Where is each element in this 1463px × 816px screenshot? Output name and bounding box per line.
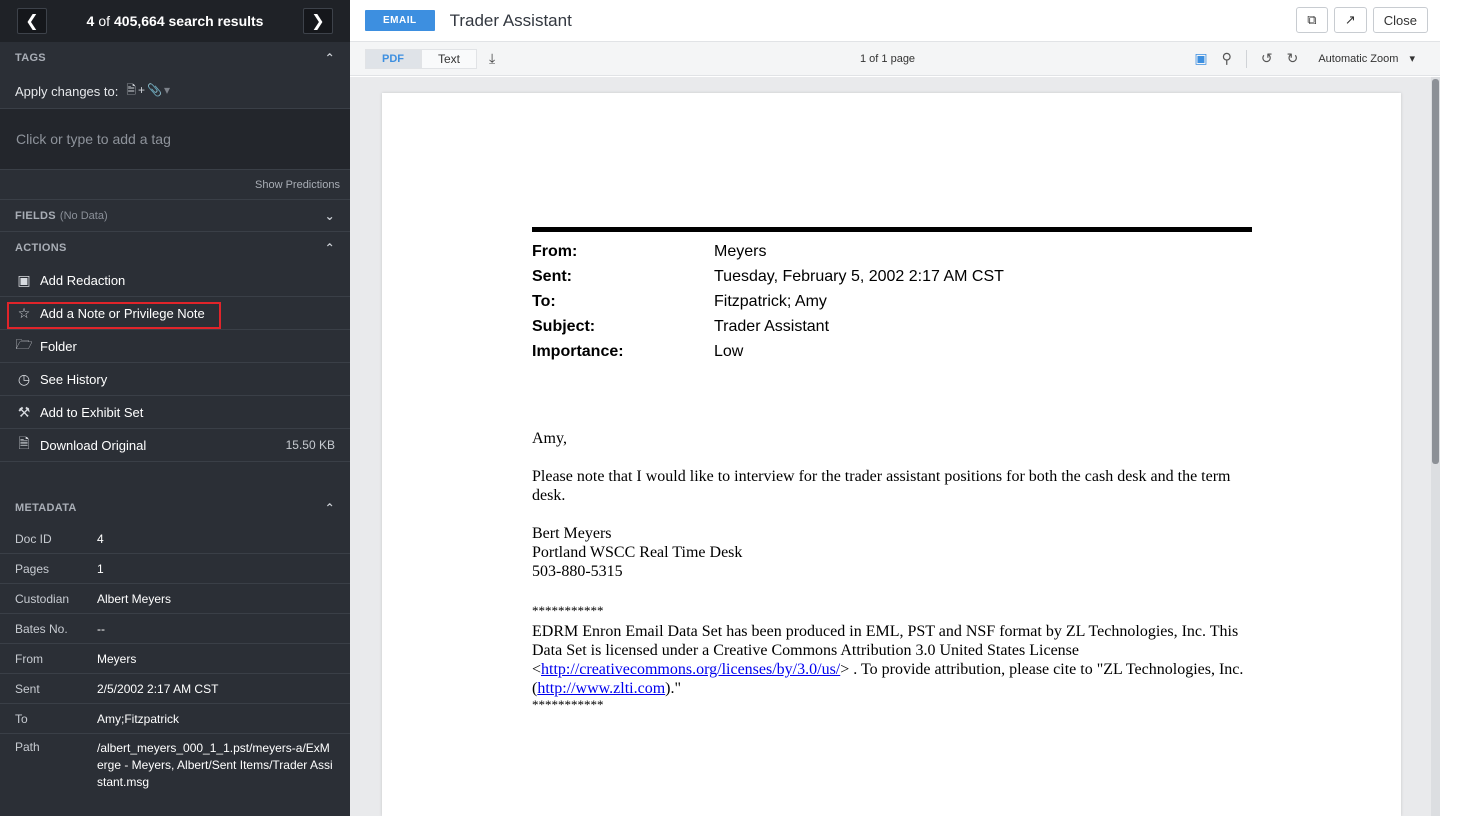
metadata-value: Meyers	[97, 651, 137, 666]
note-icon: ☆	[17, 304, 31, 321]
close-label: Close	[1383, 12, 1417, 28]
result-of-label: of	[98, 13, 111, 29]
add-redaction-action[interactable]	[0, 264, 350, 297]
action-label: See History	[40, 371, 108, 387]
scrollbar-thumb[interactable]	[1432, 79, 1439, 464]
chevron-right-icon: ❯	[311, 13, 325, 30]
viewer-toolbar	[350, 42, 1440, 76]
metadata-path-value: /albert_meyers_000_1_1.pst/meyers-a/ExMerge - Meyers, Albert/Sent Items/Trader Assistant.msg	[97, 741, 333, 789]
header-key: Sent:	[532, 267, 572, 285]
metadata-value: 1	[97, 561, 104, 576]
search-icon[interactable]: ⚲	[1221, 50, 1232, 66]
signature-name: Bert Meyers	[532, 525, 612, 542]
chevron-up-icon[interactable]: ⌃	[324, 51, 335, 65]
document-title-bar	[350, 0, 1440, 42]
rotate-left-icon[interactable]: ↺	[1260, 50, 1273, 66]
email-header-row	[532, 339, 1004, 364]
apply-target-dropdown[interactable]	[126, 81, 172, 102]
apply-changes-label: Apply changes to:	[15, 83, 119, 99]
result-navigator	[0, 0, 350, 42]
add-to-exhibit-set-action[interactable]	[0, 396, 350, 429]
tab-text-label: Text	[438, 51, 461, 66]
result-count	[87, 13, 264, 29]
separator-stars: ***********	[532, 603, 604, 618]
metadata-value: 4	[97, 531, 104, 546]
creative-commons-link[interactable]: http://creativecommons.org/licenses/by/3.0/us/	[541, 661, 841, 678]
close-button[interactable]	[1373, 7, 1428, 33]
chevron-up-icon[interactable]: ⌃	[324, 501, 335, 515]
results-suffix: search results	[168, 13, 264, 29]
metadata-key: Custodian	[15, 591, 70, 606]
download-original-action[interactable]	[0, 429, 350, 462]
metadata-row	[0, 644, 350, 674]
folder-icon: 🗁	[15, 336, 33, 352]
document-viewer	[350, 0, 1440, 816]
header-key: To:	[532, 292, 556, 310]
metadata-value: --	[97, 621, 105, 636]
email-greeting: Amy,	[532, 430, 567, 447]
metadata-row	[0, 704, 350, 734]
redaction-icon: ▣	[17, 271, 31, 288]
next-result-button[interactable]	[303, 8, 333, 34]
gavel-icon: ⚒	[17, 403, 31, 420]
metadata-row	[0, 584, 350, 614]
metadata-row	[0, 524, 350, 554]
metadata-key: To	[15, 711, 28, 726]
apply-changes-row	[0, 74, 350, 108]
email-header-row	[532, 314, 1004, 339]
document-title: Trader Assistant	[449, 10, 572, 30]
separator-stars: ***********	[532, 697, 604, 712]
pdf-page	[382, 93, 1401, 816]
viewer-tools	[1194, 50, 1415, 68]
tab-pdf[interactable]	[365, 49, 421, 69]
show-predictions-link[interactable]	[0, 170, 350, 200]
metadata-value: Amy;Fitzpatrick	[97, 711, 180, 726]
document-type-badge: EMAIL	[365, 10, 435, 31]
highlight-annotation	[7, 302, 221, 329]
select-area-icon[interactable]: ▣	[1194, 50, 1208, 66]
header-value: Trader Assistant	[714, 317, 830, 335]
sidebar	[0, 0, 350, 816]
current-result: 4	[86, 13, 95, 29]
metadata-section-header[interactable]	[0, 492, 350, 524]
paperclip-icon: 📎	[147, 82, 164, 97]
caret-down-icon: ▾	[163, 82, 173, 97]
tag-input-placeholder: Click or type to add a tag	[16, 131, 171, 147]
metadata-key: Bates No.	[15, 621, 68, 636]
document-icon: 🗎	[126, 82, 139, 97]
action-label: Download Original	[40, 437, 147, 453]
metadata-row	[0, 614, 350, 644]
page-info: 1 of 1 page	[860, 52, 916, 65]
chevron-down-icon[interactable]: ⌄	[324, 208, 335, 223]
actions-section-header[interactable]	[0, 232, 350, 264]
metadata-key: Doc ID	[15, 531, 52, 546]
metadata-value: 2/5/2002 2:17 AM CST	[97, 681, 219, 696]
file-size: 15.50 KB	[285, 438, 335, 452]
email-header-row	[532, 289, 1004, 314]
share-button[interactable]	[1296, 7, 1328, 33]
header-key: Importance:	[532, 342, 624, 360]
tab-pdf-label: PDF	[382, 52, 404, 65]
footer-text: > . To provide attribution, please cite to "ZL Technologies, Inc. (	[532, 661, 1244, 697]
open-external-button[interactable]	[1334, 7, 1367, 33]
email-headers	[532, 239, 1004, 364]
action-label: Folder	[40, 338, 77, 354]
email-message: Please note that I would like to interview for the trader assistant positions for both the cash desk and the term desk.	[532, 468, 1231, 504]
tags-heading: TAGS	[15, 52, 46, 64]
external-link-icon: ↗	[1344, 12, 1356, 27]
email-header-row	[532, 239, 1004, 264]
chevron-up-icon[interactable]: ⌃	[324, 241, 335, 255]
footer-text: )."	[665, 680, 682, 697]
folder-action[interactable]	[0, 330, 350, 363]
metadata-value: Albert Meyers	[97, 591, 172, 606]
tags-section-header[interactable]	[0, 42, 350, 74]
total-results: 405,664	[114, 13, 165, 29]
download-icon[interactable]: ⤓	[489, 50, 496, 66]
fields-subtitle: (No Data)	[59, 209, 108, 222]
zoom-value: Automatic Zoom	[1318, 53, 1399, 65]
toolbar-divider	[1246, 50, 1247, 68]
edrm-footer	[532, 622, 1252, 698]
chevron-left-icon: ❮	[25, 13, 39, 30]
tag-input[interactable]	[0, 108, 350, 170]
pdf-canvas[interactable]	[350, 77, 1440, 816]
footer-text: EDRM Enron Email Data Set has been produced in EML, PST and NSF format by ZL Technologies, Inc. This Data Set is licensed under a Creative Commons Attribution 3.0 United States License <	[532, 623, 1239, 678]
fields-section-header[interactable]	[0, 200, 350, 232]
metadata-key: Path	[15, 740, 40, 754]
file-icon: 🗎	[18, 435, 30, 451]
previous-result-button[interactable]	[17, 8, 47, 34]
header-value: Meyers	[714, 242, 767, 260]
action-label: Add Redaction	[40, 272, 126, 288]
actions-heading: ACTIONS	[15, 242, 67, 254]
email-body	[532, 429, 1252, 712]
metadata-row	[0, 554, 350, 584]
metadata-key: Pages	[15, 561, 50, 576]
tab-text[interactable]	[421, 49, 477, 69]
metadata-row	[0, 674, 350, 704]
signature-phone: 503-880-5315	[532, 563, 623, 580]
metadata-path-row	[0, 734, 350, 797]
clock-icon: ◷	[17, 370, 31, 387]
header-key: From:	[532, 242, 578, 260]
header-value: Low	[714, 342, 744, 360]
scrollbar[interactable]	[1431, 77, 1440, 816]
view-mode-toggle	[365, 49, 477, 69]
metadata-heading: METADATA	[15, 502, 77, 514]
header-value: Tuesday, February 5, 2002 2:17 AM CST	[714, 267, 1004, 285]
share-icon: ⧉	[1307, 12, 1317, 27]
action-label: Add to Exhibit Set	[40, 404, 144, 420]
zlti-link[interactable]: http://www.zlti.com	[537, 680, 666, 697]
action-label: Add a Note or Privilege Note	[40, 305, 205, 321]
header-rule	[532, 227, 1252, 232]
section-spacer	[0, 462, 350, 492]
metadata-key: Sent	[15, 681, 40, 696]
rotate-right-icon[interactable]: ↻	[1286, 50, 1299, 66]
plus-icon: +	[138, 82, 148, 97]
see-history-action[interactable]	[0, 363, 350, 396]
show-predictions-label: Show Predictions	[255, 178, 340, 191]
header-key: Subject:	[532, 317, 596, 335]
fields-heading: FIELDS	[15, 209, 56, 222]
signature-desk: Portland WSCC Real Time Desk	[532, 544, 743, 561]
zoom-select[interactable]	[1318, 52, 1415, 65]
title-actions	[1296, 7, 1428, 33]
caret-down-icon: ▾	[1409, 53, 1415, 65]
metadata-key: From	[15, 651, 43, 666]
email-header-row	[532, 264, 1004, 289]
header-value: Fitzpatrick; Amy	[714, 292, 827, 310]
